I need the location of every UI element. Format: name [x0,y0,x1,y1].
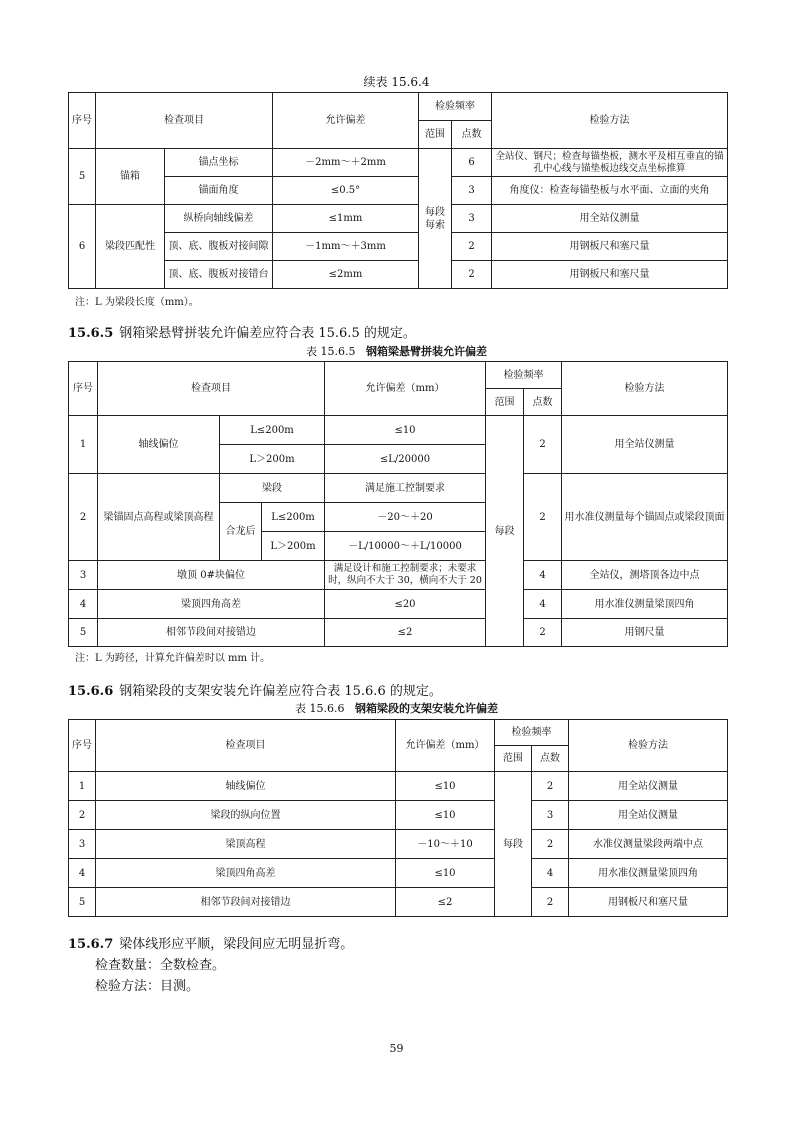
row-points: 2 [524,474,562,561]
row-no: 6 [69,205,96,289]
row-item: 锚面角度 [165,177,273,205]
header-item: 检查项目 [96,93,273,149]
range-cell: 每段 [495,772,532,917]
row-item: 顶、底、腹板对接错台 [165,261,273,289]
caption-title: 钢箱梁段的支架安装允许偏差 [354,702,498,715]
row-item: 相邻节段间对接错边 [96,888,396,917]
row-no: 1 [69,772,96,801]
row-method: 用全站仪测量 [562,416,728,474]
range-cell: 每段 每索 [419,149,452,289]
clause-number: 15.6.7 [68,937,114,952]
row-item: 梁顶四角高差 [98,590,325,619]
row-tolerance: ≤20 [325,590,486,619]
row-method: 全站仪，测塔顶各边中点 [562,561,728,590]
row-method: 全站仪、钢尺；检查每锚垫板，测水平及相互垂直的锚孔中心线与锚垫板边线交点坐标推算 [492,149,728,177]
row-tolerance: －20～＋20 [325,503,486,532]
header-points: 点数 [452,121,492,149]
header-range: 范围 [495,746,532,772]
row-tolerance: －2mm～＋2mm [273,149,419,177]
row-sub-item: L≤200m [220,416,325,445]
row-sub-item: 合龙后 [220,503,262,561]
row-tolerance: ≤2mm [273,261,419,289]
caption-title: 钢箱梁悬臂拼装允许偏差 [365,345,487,358]
row-no: 5 [69,149,96,205]
range-cell: 每段 [486,416,524,647]
table-15-6-5 [68,361,728,647]
row-method: 水准仪测量梁段两端中点 [569,830,728,859]
table1-note: 注：L 为梁段长度（mm）。 [75,297,199,308]
row-points: 2 [524,416,562,474]
row-method: 角度仪：检查每锚垫板与水平面、立面的夹角 [492,177,728,205]
row-tolerance: ≤2 [325,619,486,647]
row-item: 轴线偏位 [96,772,396,801]
row-tolerance: ≤2 [396,888,495,917]
row-item: 梁段的纵向位置 [96,801,396,830]
caption-number: 表 15.6.6 [295,702,345,715]
row-method: 用全站仪测量 [569,801,728,830]
row-points: 2 [524,619,562,647]
clause-number: 15.6.5 [68,326,114,341]
row-item: 墩顶 0#块偏位 [98,561,325,590]
header-method: 检验方法 [569,720,728,772]
row-tolerance: 满足设计和施工控制要求；未要求时，纵向不大于 30，横向不大于 20 [325,561,486,590]
row-no: 1 [69,416,98,474]
row-no: 4 [69,859,96,888]
header-tolerance: 允许偏差（mm） [396,720,495,772]
row-tolerance: －L/10000～＋L/10000 [325,532,486,561]
row-tolerance: ≤10 [325,416,486,445]
header-no: 序号 [69,93,96,149]
table3-caption [0,700,793,716]
check-quantity: 检查数量：全数检查。 [95,958,226,973]
row-method: 用钢板尺和塞尺量 [569,888,728,917]
row-no: 3 [69,561,98,590]
row-method: 用钢板尺和塞尺量 [492,261,728,289]
row-points: 2 [532,772,569,801]
row-tolerance: ≤0.5° [273,177,419,205]
row-no: 3 [69,830,96,859]
row-item: 锚点坐标 [165,149,273,177]
caption-number: 表 15.6.5 [306,345,356,358]
header-tolerance: 允许偏差（mm） [325,362,486,416]
page-number: 59 [389,1042,404,1055]
header-method: 检验方法 [492,93,728,149]
row-method: 用钢尺量 [562,619,728,647]
row-tolerance: ≤10 [396,801,495,830]
row-method: 用全站仪测量 [569,772,728,801]
header-method: 检验方法 [562,362,728,416]
row-tolerance: ≤10 [396,772,495,801]
table2-note: 注：L 为跨径，计算允许偏差时以 mm 计。 [75,653,271,664]
clause-text: 钢箱梁段的支架安装允许偏差应符合表 15.6.6 的规定。 [119,684,442,699]
row-points: 4 [524,561,562,590]
header-freq: 检验频率 [419,93,492,121]
header-no: 序号 [69,720,96,772]
clause-15-6-5 [68,322,416,341]
row-method: 用水准仪测量每个锚固点或梁段顶面 [562,474,728,561]
row-group: 锚箱 [96,149,165,205]
header-points: 点数 [532,746,569,772]
clause-text: 梁体线形应平顺，梁段间应无明显折弯。 [119,937,354,952]
table1-caption: 续表 15.6.4 [363,75,430,89]
row-no: 2 [69,474,98,561]
row-sub-item: 梁段 [220,474,325,503]
row-no: 5 [69,619,98,647]
header-no: 序号 [69,362,98,416]
clause-15-6-6 [68,680,442,699]
row-item: 顶、底、腹板对接间隙 [165,233,273,261]
header-item: 检查项目 [98,362,325,416]
row-tolerance: ≤L/20000 [325,445,486,474]
header-range: 范围 [486,389,524,416]
row-method: 用水准仪测量梁顶四角 [562,590,728,619]
row-points: 3 [532,801,569,830]
row-tolerance: ≤10 [396,859,495,888]
row-tolerance: －10～＋10 [396,830,495,859]
header-tolerance: 允许偏差 [273,93,419,149]
row-points: 4 [524,590,562,619]
row-points: 2 [532,830,569,859]
row-group: 梁段匹配性 [96,205,165,289]
row-sub-item: L≤200m [262,503,325,532]
row-item: 轴线偏位 [98,416,220,474]
row-points: 2 [532,888,569,917]
row-method: 用全站仪测量 [492,205,728,233]
row-points: 3 [452,205,492,233]
row-no: 4 [69,590,98,619]
row-no: 5 [69,888,96,917]
clause-number: 15.6.6 [68,684,114,699]
row-points: 2 [452,261,492,289]
row-item: 相邻节段间对接错边 [98,619,325,647]
row-method: 用钢板尺和塞尺量 [492,233,728,261]
row-item: 纵桥向轴线偏差 [165,205,273,233]
row-no: 2 [69,801,96,830]
header-points: 点数 [524,389,562,416]
table-15-6-4-cont [68,92,728,289]
row-tolerance: －1mm～＋3mm [273,233,419,261]
row-item: 梁顶高程 [96,830,396,859]
clause-15-6-7 [68,933,353,952]
check-method: 检验方法：目测。 [95,979,200,994]
header-freq: 检验频率 [486,362,562,389]
row-item: 梁顶四角高差 [96,859,396,888]
row-points: 4 [532,859,569,888]
table-15-6-6 [68,719,728,917]
header-range: 范围 [419,121,452,149]
row-item: 梁锚固点高程或梁顶高程 [98,474,220,561]
row-points: 2 [452,233,492,261]
header-freq: 检验频率 [495,720,569,746]
row-sub-item: L＞200m [220,445,325,474]
row-sub-item: L＞200m [262,532,325,561]
header-item: 检查项目 [96,720,396,772]
row-method: 用水准仪测量梁顶四角 [569,859,728,888]
row-points: 3 [452,177,492,205]
row-tolerance: 满足施工控制要求 [325,474,486,503]
row-tolerance: ≤1mm [273,205,419,233]
table2-caption [0,343,793,359]
clause-text: 钢箱梁悬臂拼装允许偏差应符合表 15.6.5 的规定。 [119,326,416,341]
row-points: 6 [452,149,492,177]
